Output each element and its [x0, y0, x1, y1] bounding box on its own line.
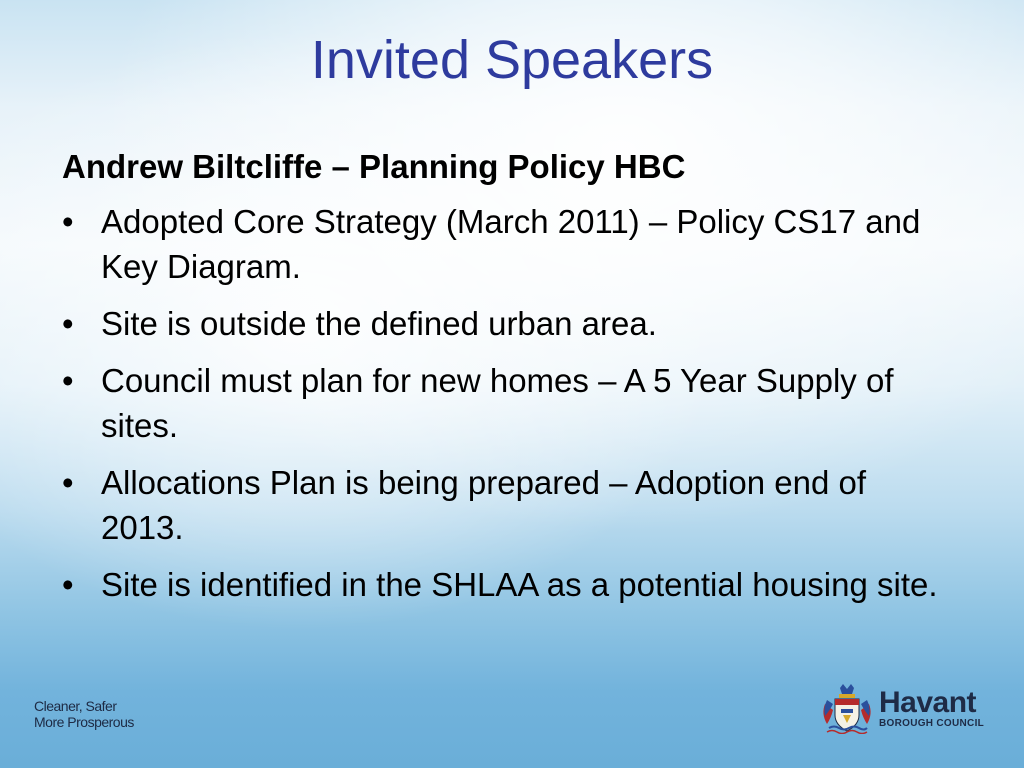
bullet-item [62, 301, 942, 346]
bullet-icon: • [62, 464, 74, 502]
bullet-text: Site is outside the defined urban area. [101, 305, 657, 343]
logo-subtitle: BOROUGH COUNCIL [879, 718, 985, 729]
bullet-text: Adopted Core Strategy (March 2011) – Policy CS17 and Key Diagram. [101, 203, 921, 286]
bullet-list [62, 199, 942, 607]
logo-name: Havant [879, 686, 977, 719]
council-logo [821, 684, 984, 734]
bullet-item [62, 562, 942, 607]
footer-tagline [34, 698, 134, 730]
tagline-line: More Prosperous [34, 714, 134, 730]
bullet-icon: • [62, 305, 74, 343]
bullet-text: Site is identified in the SHLAA as a potential housing site. [101, 566, 938, 604]
council-crest-icon [821, 684, 873, 734]
bullet-text: Allocations Plan is being prepared – Adoption end of 2013. [101, 464, 867, 547]
bullet-item [62, 460, 942, 550]
slide-title: Invited Speakers [310, 30, 714, 90]
bullet-icon: • [62, 203, 74, 241]
bullet-item [62, 199, 942, 289]
logo-wordmark [879, 688, 984, 730]
bullet-item [62, 358, 942, 448]
bullet-icon: • [62, 362, 74, 400]
tagline-line: Cleaner, Safer [34, 698, 117, 714]
bullet-text: Council must plan for new homes – A 5 Year Supply of sites. [101, 362, 894, 445]
speaker-heading: Andrew Biltcliffe – Planning Policy HBC [62, 148, 686, 185]
bullet-icon: • [62, 566, 74, 604]
slide-content [62, 146, 942, 619]
